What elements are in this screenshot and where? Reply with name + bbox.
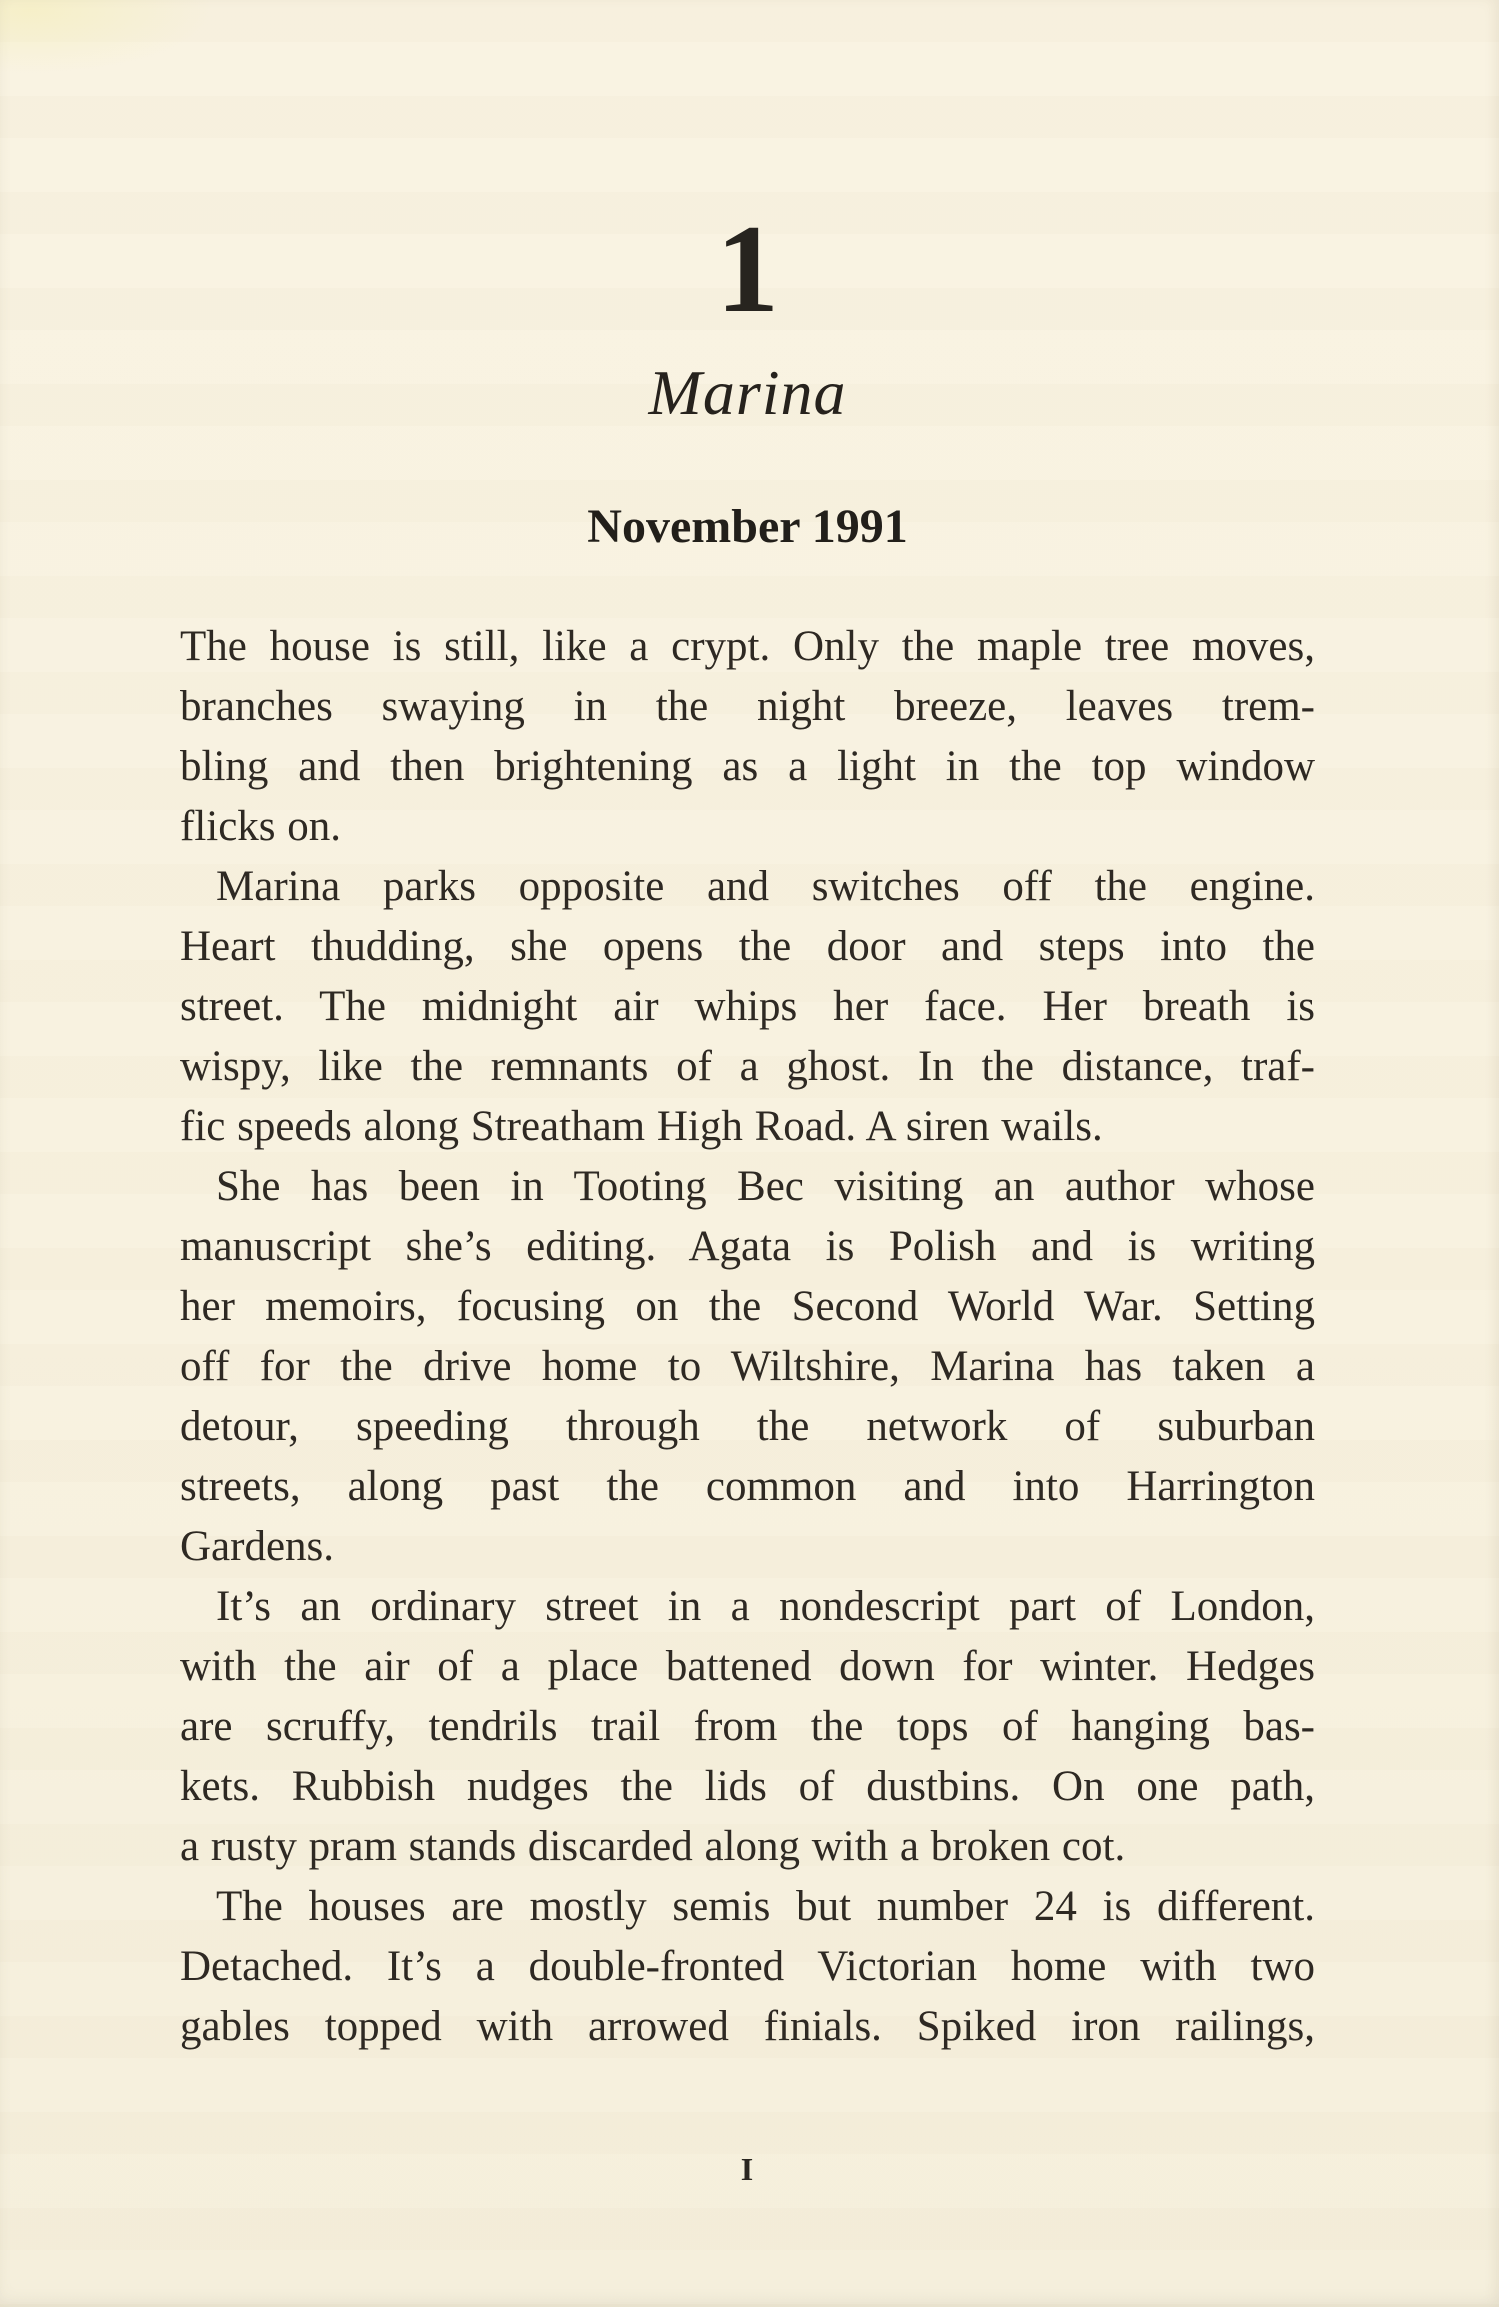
text-line: Gardens.: [180, 1523, 335, 1570]
paragraph: [180, 1877, 1315, 2057]
text-line: Heart thudding, she opens the door and steps into the: [180, 923, 1315, 970]
text-line: The houses are mostly semis but number 24 is different.: [216, 1883, 1315, 1930]
page-number: I: [740, 2151, 755, 2187]
text-line: her memoirs, focusing on the Second World War. Setting: [180, 1283, 1315, 1330]
text-line: The house is still, like a crypt. Only the maple tree moves,: [180, 623, 1315, 670]
body-text: [180, 617, 1315, 2057]
paragraph: [180, 617, 1315, 857]
text-line: flicks on.: [180, 803, 342, 850]
text-line: branches swaying in the night breeze, leaves trem-: [180, 683, 1315, 730]
text-line: She has been in Tooting Bec visiting an author whose: [216, 1163, 1315, 1210]
chapter-number: 1: [716, 200, 779, 339]
text-line: fic speeds along Streatham High Road. A siren wails.: [180, 1103, 1103, 1150]
text-line: are scruffy, tendrils trail from the tops of hanging bas-: [180, 1703, 1315, 1750]
text-line: with the air of a place battened down for winter. Hedges: [180, 1643, 1315, 1690]
text-line: street. The midnight air whips her face. Her breath is: [180, 983, 1315, 1030]
paragraph: [180, 857, 1315, 1157]
text-line: streets, along past the common and into Harrington: [180, 1463, 1315, 1510]
text-line: wispy, like the remnants of a ghost. In the distance, traf-: [180, 1043, 1315, 1090]
text-line: bling and then brightening as a light in the top window: [180, 743, 1315, 790]
chapter-title: Marina: [648, 357, 847, 428]
text-line: gables topped with arrowed finials. Spiked iron railings,: [180, 2003, 1315, 2050]
text-line: It’s an ordinary street in a nondescript part of London,: [216, 1583, 1315, 1630]
paragraph: [180, 1577, 1315, 1877]
text-line: a rusty pram stands discarded along with a broken cot.: [180, 1823, 1126, 1870]
text-line: detour, speeding through the network of suburban: [180, 1403, 1315, 1450]
chapter-date: November 1991: [587, 500, 908, 553]
text-line: Detached. It’s a double-fronted Victorian home with two: [180, 1943, 1315, 1990]
text-line: manuscript she’s editing. Agata is Polish and is writing: [180, 1223, 1315, 1270]
text-line: Marina parks opposite and switches off the engine.: [216, 863, 1315, 910]
paragraph: [180, 1157, 1315, 1577]
text-line: off for the drive home to Wiltshire, Marina has taken a: [180, 1343, 1315, 1390]
text-line: kets. Rubbish nudges the lids of dustbins. On one path,: [180, 1763, 1315, 1810]
